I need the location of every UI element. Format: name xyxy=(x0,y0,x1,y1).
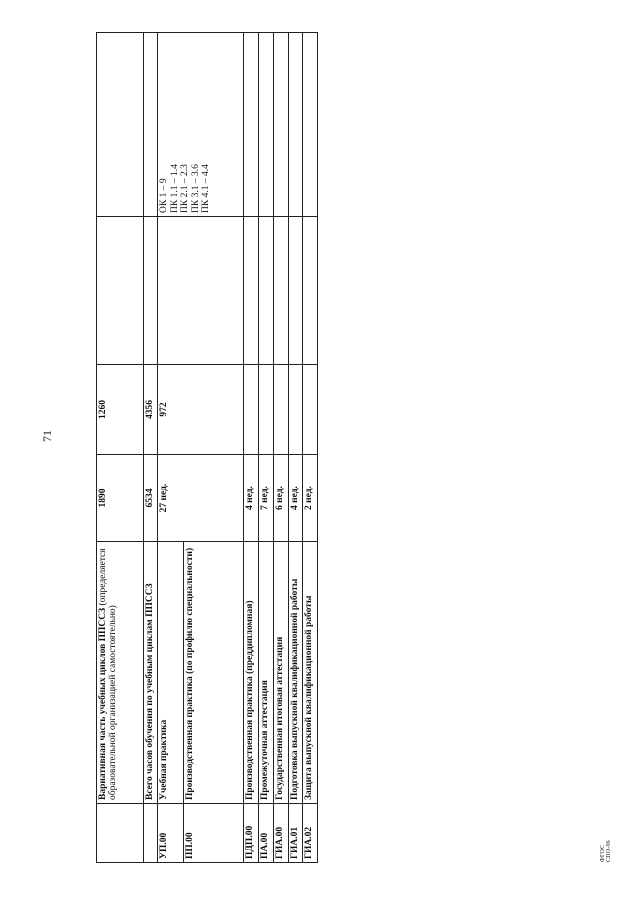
row-col5 xyxy=(273,217,288,365)
table-row xyxy=(259,33,274,863)
row-contact xyxy=(259,365,274,455)
row-col5 xyxy=(244,217,259,365)
table-row xyxy=(273,33,288,863)
competency-item: ПК 2.1 – 2.3 xyxy=(180,164,191,213)
row-name: Всего часов обучения по учебным циклам ППССЗ xyxy=(144,542,158,804)
row-code: ПП.00 xyxy=(183,804,244,863)
rotated-table-wrapper xyxy=(96,33,318,863)
row-competencies xyxy=(273,33,288,217)
row-competencies xyxy=(259,33,274,217)
row-contact xyxy=(288,365,303,455)
competency-item: ПК 1.1 – 1.4 xyxy=(169,164,180,213)
row-total: 2 нед. xyxy=(303,455,318,542)
row-col5 xyxy=(259,217,274,365)
row-competencies xyxy=(288,33,303,217)
row-name: Производственная практика (преддипломная) xyxy=(244,542,259,804)
row-name: Защита выпускной квалификационной работы xyxy=(303,542,318,804)
row-total: 6534 xyxy=(144,455,158,542)
row-total: 27 нед. xyxy=(158,455,244,542)
row-code: ПА.00 xyxy=(259,804,274,863)
row-name: Производственная практика (по профилю специальности) xyxy=(183,542,244,804)
row-code: УП.00 xyxy=(158,804,183,863)
table-row xyxy=(288,33,303,863)
row-name: Государственная итоговая аттестация xyxy=(273,542,288,804)
competency-item: ОК 1 – 9 xyxy=(159,178,170,213)
row-total: 6 нед. xyxy=(273,455,288,542)
row-competencies xyxy=(97,33,144,217)
row-code xyxy=(97,804,144,863)
table-row xyxy=(303,33,318,863)
row-name xyxy=(97,542,144,804)
competency-item: ПК 3.1 – 3.6 xyxy=(190,164,201,213)
row-name-title: Вариативная часть учебных циклов ППССЗ xyxy=(98,607,108,800)
row-total: 1890 xyxy=(97,455,144,542)
table-row xyxy=(244,33,259,863)
competencies-cell xyxy=(158,33,244,217)
row-contact: 1260 xyxy=(97,365,144,455)
row-name: Подготовка выпускной квалификационной работы xyxy=(288,542,303,804)
table-row xyxy=(158,33,183,863)
row-competencies xyxy=(244,33,259,217)
row-contact xyxy=(303,365,318,455)
row-total: 7 нед. xyxy=(259,455,274,542)
row-contact: 4356 xyxy=(144,365,158,455)
competency-item: ПК 4.1 – 4.4 xyxy=(201,164,212,213)
row-col5 xyxy=(158,217,244,365)
table-row xyxy=(144,33,158,863)
row-contact xyxy=(244,365,259,455)
curriculum-table xyxy=(96,32,318,863)
page-number: 71 xyxy=(40,430,54,442)
row-total: 4 нед. xyxy=(244,455,259,542)
row-col5 xyxy=(303,217,318,365)
row-total: 4 нед. xyxy=(288,455,303,542)
row-contact: 972 xyxy=(158,365,244,455)
row-name: Учебная практика xyxy=(158,542,183,804)
table-row xyxy=(97,33,144,863)
row-code: ПДП.00 xyxy=(244,804,259,863)
row-name-note: (определяется образовательной организацией самостоятельно) xyxy=(98,548,119,800)
row-competencies xyxy=(144,33,158,217)
row-competencies xyxy=(303,33,318,217)
row-col5 xyxy=(288,217,303,365)
row-code: ГИА.01 xyxy=(288,804,303,863)
row-code xyxy=(144,804,158,863)
row-code: ГИА.02 xyxy=(303,804,318,863)
row-col5 xyxy=(144,217,158,365)
row-contact xyxy=(273,365,288,455)
row-name: Промежуточная аттестация xyxy=(259,542,274,804)
row-code: ГИА.00 xyxy=(273,804,288,863)
row-col5 xyxy=(97,217,144,365)
footer-label: ФГОС СПО-06 xyxy=(600,840,612,862)
